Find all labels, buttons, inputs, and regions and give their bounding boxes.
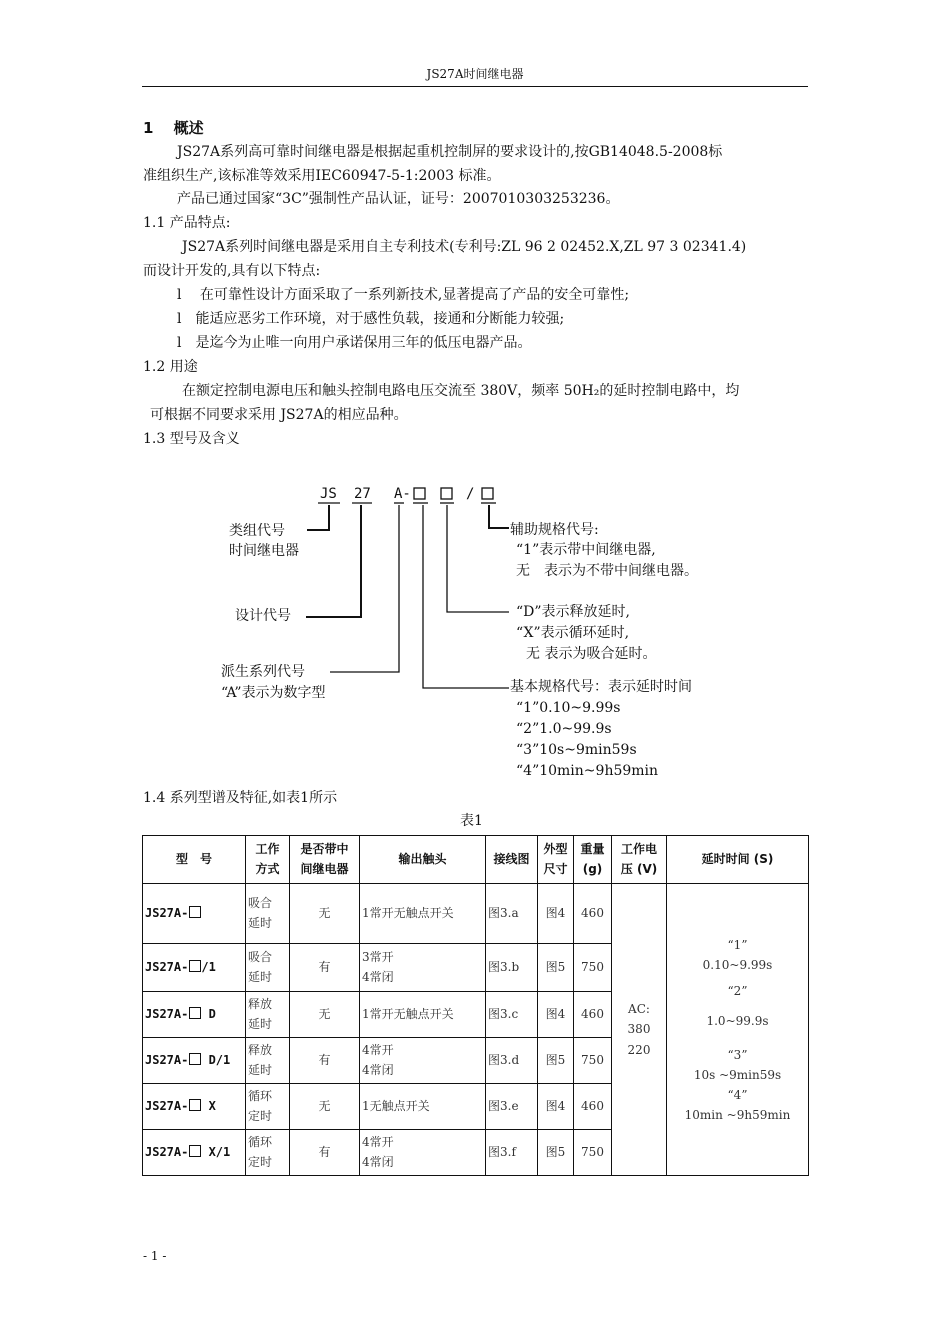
cell-model: JS27A- X xyxy=(143,1084,246,1130)
delay-range: 10s ~9min59s xyxy=(693,1067,782,1082)
bullet-item: l 能适应恶劣工作环境，对于感性负载，接通和分断能力较强; xyxy=(177,311,565,327)
cell-weight: 750 xyxy=(574,1130,612,1176)
cell-weight: 460 xyxy=(574,884,612,944)
section-1-2-title: 1.2 用途 xyxy=(143,359,198,375)
header-delay: 延时时间 (S) xyxy=(667,836,809,884)
placeholder-box xyxy=(414,488,425,499)
diagram-base-line: “3”10s~9min59s xyxy=(516,742,637,758)
table-caption: 表1 xyxy=(460,813,483,829)
bullet-item: l 在可靠性设计方面采取了一系列新技术,显著提高了产品的安全可靠性; xyxy=(177,287,630,303)
diagram-base-title: 基本规格代号：表示延时时间 xyxy=(510,679,692,695)
cell-contact: 4常开 4常闭 xyxy=(360,1130,486,1176)
header-voltage: 工作电 压 (V) xyxy=(612,836,667,884)
cell-wiring: 图3.d xyxy=(486,1038,538,1084)
cell-wiring: 图3.e xyxy=(486,1084,538,1130)
cell-size: 图5 xyxy=(538,1130,574,1176)
cell-relay: 有 xyxy=(290,1038,360,1084)
series-spec-table xyxy=(142,835,809,1176)
delay-label: “4” xyxy=(727,1087,748,1102)
cell-weight: 460 xyxy=(574,992,612,1038)
section-1-1-para-1a: JS27A系列时间继电器是采用自主专利技术(专利号:ZL 96 2 02452.X,ZL 97 3 02341.4) xyxy=(182,239,747,255)
cell-contact: 3常开 4常闭 xyxy=(360,944,486,992)
cell-size: 图5 xyxy=(538,1038,574,1084)
section-1-para-1a: JS27A系列高可靠时间继电器是根据起重机控制屏的要求设计的,按GB14048.5-2008标 xyxy=(177,144,723,160)
cell-mode: 吸合 延时 xyxy=(246,944,290,992)
diagram-delay-line: “D”表示释放延时, xyxy=(516,604,630,620)
cell-wiring: 图3.b xyxy=(486,944,538,992)
header-wiring: 接线图 xyxy=(486,836,538,884)
diagram-base-line: “2”1.0~99.9s xyxy=(516,721,612,737)
delay-range: 10min ~9h59min xyxy=(684,1107,791,1122)
bullet-item: l 是迄今为止唯一向用户承诺保用三年的低压电器产品。 xyxy=(177,335,532,351)
diagram-code-js: JS xyxy=(320,486,337,502)
cell-wiring: 图3.f xyxy=(486,1130,538,1176)
cell-relay: 无 xyxy=(290,884,360,944)
header-weight: 重量 (g) xyxy=(574,836,612,884)
section-1-2-para-1b: 可根据不同要求采用 JS27A的相应品种。 xyxy=(150,407,408,423)
delay-label: “2” xyxy=(727,983,748,998)
header-size: 外型 尺寸 xyxy=(538,836,574,884)
page-number: - 1 - xyxy=(143,1249,167,1263)
section-1-para-2: 产品已通过国家“3C”强制性产品认证，证号：2007010303253236。 xyxy=(177,191,620,207)
cell-relay: 无 xyxy=(290,992,360,1038)
placeholder-box xyxy=(189,1007,201,1019)
section-1-3-title: 1.3 型号及含义 xyxy=(143,431,240,447)
diagram-label-derived-desc: “A”表示为数字型 xyxy=(221,685,326,701)
table-header-row xyxy=(143,836,809,884)
diagram-label-group: 类组代号 xyxy=(229,523,285,539)
section-1-2-para-1a: 在额定控制电源电压和触头控制电路电压交流至 380V，频率 50H₂的延时控制电路中，均 xyxy=(182,383,740,399)
cell-model: JS27A- D/1 xyxy=(143,1038,246,1084)
cell-mode: 释放 延时 xyxy=(246,992,290,1038)
cell-mode: 释放 延时 xyxy=(246,1038,290,1084)
cell-delay xyxy=(667,884,809,1176)
diagram-aux-title: 辅助规格代号: xyxy=(510,522,599,538)
cell-wiring: 图3.a xyxy=(486,884,538,944)
placeholder-box xyxy=(189,1053,201,1065)
diagram-delay-line: 无 表示为吸合延时。 xyxy=(526,646,657,662)
header-mode: 工作 方式 xyxy=(246,836,290,884)
diagram-code-27: 27 xyxy=(354,486,371,502)
diagram-label-design: 设计代号 xyxy=(235,608,291,624)
placeholder-box xyxy=(189,906,201,918)
cell-contact: 1常开无触点开关 xyxy=(360,884,486,944)
diagram-delay-line: “X”表示循环延时, xyxy=(516,625,630,641)
cell-mode: 循环 定时 xyxy=(246,1130,290,1176)
diagram-code-slash: / xyxy=(466,486,475,502)
diagram-aux-line: “1”表示带中间继电器, xyxy=(516,542,656,558)
cell-model: JS27A- xyxy=(143,884,246,944)
diagram-label-derived: 派生系列代号 xyxy=(221,664,305,680)
cell-wiring: 图3.c xyxy=(486,992,538,1038)
section-1-1-para-1b: 而设计开发的,具有以下特点: xyxy=(143,263,321,279)
placeholder-box xyxy=(441,488,452,499)
page-header-title: JS27A时间继电器 xyxy=(426,67,524,81)
cell-model: JS27A- /1 xyxy=(143,944,246,992)
cell-relay: 有 xyxy=(290,1130,360,1176)
diagram-label-group-desc: 时间继电器 xyxy=(229,543,299,559)
diagram-aux-line: 无 表示为不带中间继电器。 xyxy=(516,563,698,579)
cell-voltage: AC: 380 220 xyxy=(612,884,667,1176)
cell-size: 图4 xyxy=(538,884,574,944)
cell-relay: 有 xyxy=(290,944,360,992)
header-contact: 输出触头 xyxy=(360,836,486,884)
cell-contact: 1无触点开关 xyxy=(360,1084,486,1130)
delay-label: “1” xyxy=(727,937,748,952)
diagram-code-a: A- xyxy=(394,486,411,502)
cell-weight: 460 xyxy=(574,1084,612,1130)
diagram-base-line: “1”0.10~9.99s xyxy=(516,700,621,716)
cell-model: JS27A- X/1 xyxy=(143,1130,246,1176)
placeholder-box xyxy=(189,1145,201,1157)
placeholder-box xyxy=(189,960,201,972)
cell-contact: 4常开 4常闭 xyxy=(360,1038,486,1084)
diagram-base-line: “4”10min~9h59min xyxy=(516,763,659,779)
placeholder-box xyxy=(189,1099,201,1111)
section-1-para-1b: 准组织生产,该标准等效采用IEC60947-5-1:2003 标准。 xyxy=(143,168,501,184)
cell-weight: 750 xyxy=(574,944,612,992)
cell-size: 图4 xyxy=(538,992,574,1038)
cell-model: JS27A- D xyxy=(143,992,246,1038)
delay-label: “3” xyxy=(727,1047,748,1062)
delay-range: 0.10~9.99s xyxy=(702,957,773,972)
cell-mode: 循环 定时 xyxy=(246,1084,290,1130)
cell-mode: 吸合 延时 xyxy=(246,884,290,944)
header-model: 型 号 xyxy=(143,836,246,884)
section-1-4-title: 1.4 系列型谱及特征,如表1所示 xyxy=(143,790,338,806)
section-1-1-title: 1.1 产品特点: xyxy=(143,215,231,231)
cell-size: 图4 xyxy=(538,1084,574,1130)
delay-range: 1.0~99.9s xyxy=(706,1013,769,1028)
section-1-title: 1 概述 xyxy=(143,119,204,137)
cell-relay: 无 xyxy=(290,1084,360,1130)
table-row xyxy=(143,884,809,944)
cell-contact: 1常开无触点开关 xyxy=(360,992,486,1038)
header-relay: 是否带中 间继电器 xyxy=(290,836,360,884)
cell-weight: 750 xyxy=(574,1038,612,1084)
cell-size: 图5 xyxy=(538,944,574,992)
placeholder-box xyxy=(482,488,493,499)
